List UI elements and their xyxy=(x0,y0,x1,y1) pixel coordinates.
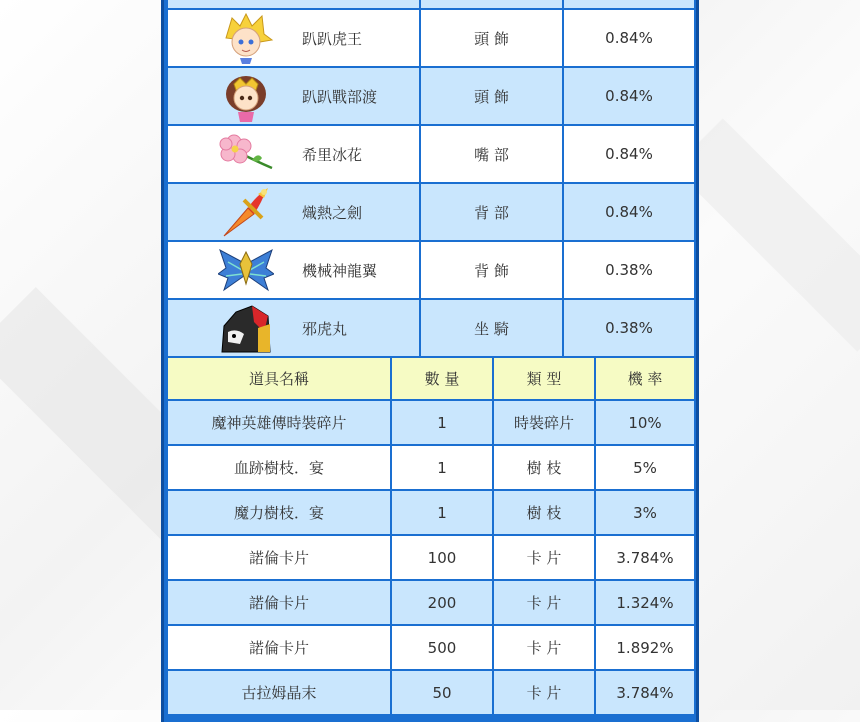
crowned-chibi-icon xyxy=(218,70,274,122)
item-type: 卡 片 xyxy=(494,671,594,714)
item-name: 血跡樹枝．宴 xyxy=(168,446,390,489)
item-quantity: 50 xyxy=(392,671,492,714)
item-quantity: 500 xyxy=(392,626,492,669)
header-item-name: 道具名稱 xyxy=(168,358,390,399)
blonde-chibi-icon xyxy=(218,12,274,64)
item-rate: 0.38% xyxy=(564,300,694,356)
item-rate: 1.892% xyxy=(596,626,694,669)
item-quantity: 1 xyxy=(392,401,492,444)
item-type: 卡 片 xyxy=(494,581,594,624)
item-quantity: 200 xyxy=(392,581,492,624)
item-type: 樹 枝 xyxy=(494,446,594,489)
item-name: 趴趴虎王 xyxy=(302,29,363,48)
item-name: 魔力樹枝．宴 xyxy=(168,491,390,534)
item-type: 坐 騎 xyxy=(421,300,562,356)
mecha-wings-icon xyxy=(218,244,274,296)
item-name: 諾倫卡片 xyxy=(168,626,390,669)
item-name: 熾熱之劍 xyxy=(302,203,363,222)
item-rate: 1.324% xyxy=(596,581,694,624)
item-rate: 5% xyxy=(596,446,694,489)
tiger-mount-icon xyxy=(218,302,274,354)
item-name: 趴趴戰部渡 xyxy=(302,87,378,106)
item-rate: 10% xyxy=(596,401,694,444)
item-type: 嘴 部 xyxy=(421,126,562,182)
item-rate: 0.84% xyxy=(564,126,694,182)
item-type: 時裝碎片 xyxy=(494,401,594,444)
background-stripe xyxy=(673,118,860,351)
item-type: 背 飾 xyxy=(421,242,562,298)
pink-flower-icon xyxy=(218,128,274,180)
item-type: 頭 飾 xyxy=(421,68,562,124)
reward-table-panel xyxy=(161,0,699,722)
header-quantity: 數 量 xyxy=(392,358,492,399)
item-name: 希里冰花 xyxy=(302,145,363,164)
item-quantity: 1 xyxy=(392,491,492,534)
item-name: 邪虎丸 xyxy=(302,319,348,338)
item-quantity: 1 xyxy=(392,446,492,489)
header-rate: 機 率 xyxy=(596,358,694,399)
item-rate: 0.84% xyxy=(564,68,694,124)
item-rate: 3% xyxy=(596,491,694,534)
item-rate: 0.84% xyxy=(564,10,694,66)
item-type: 樹 枝 xyxy=(494,491,594,534)
item-rate: 3.784% xyxy=(596,536,694,579)
item-type: 卡 片 xyxy=(494,626,594,669)
item-rate: 0.38% xyxy=(564,242,694,298)
item-name: 古拉姆晶末 xyxy=(168,671,390,714)
header-type: 類 型 xyxy=(494,358,594,399)
item-name: 魔神英雄傳時裝碎片 xyxy=(168,401,390,444)
item-rate: 3.784% xyxy=(596,671,694,714)
item-type: 頭 飾 xyxy=(421,10,562,66)
item-type: 卡 片 xyxy=(494,536,594,579)
item-name: 諾倫卡片 xyxy=(168,536,390,579)
item-name: 諾倫卡片 xyxy=(168,581,390,624)
item-type: 背 部 xyxy=(421,184,562,240)
item-quantity: 100 xyxy=(392,536,492,579)
flame-sword-icon xyxy=(218,186,274,238)
item-rate: 0.84% xyxy=(564,184,694,240)
item-name: 機械神龍翼 xyxy=(302,261,378,280)
